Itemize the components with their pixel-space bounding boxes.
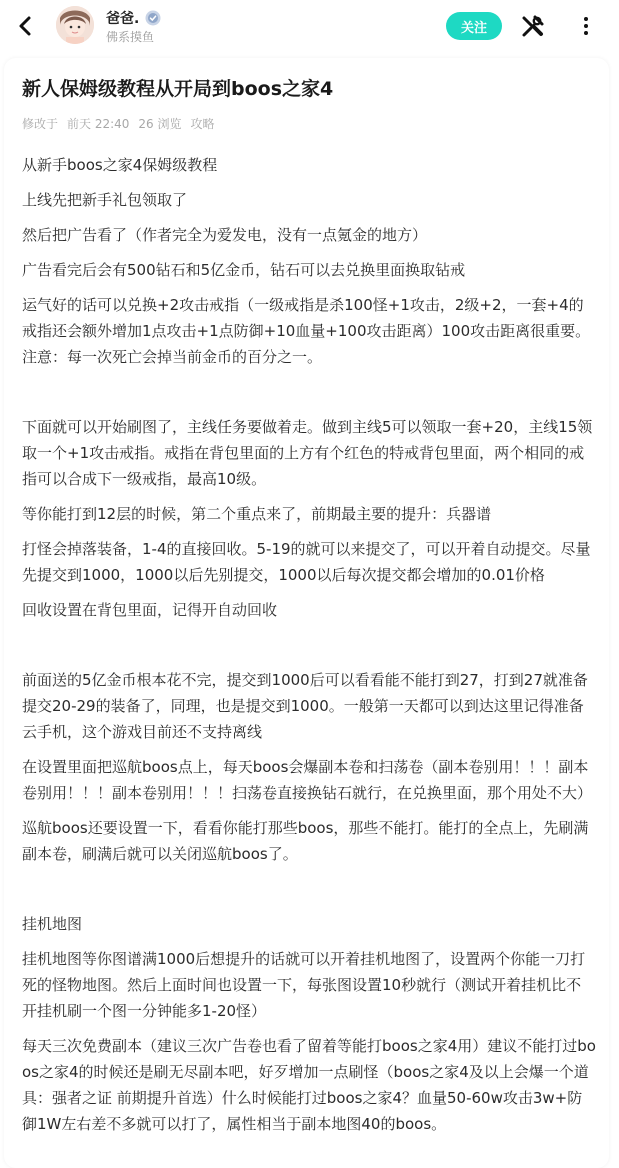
paragraph: 回收设置在背包里面，记得开自动回收 — [22, 601, 278, 619]
paragraph: 运气好的话可以兑换+2攻击戒指（一级戒指是杀100怪+1攻击，2级+2，一套+4的戒指还会额外增加1点攻击+1点防御+10血量+100攻击距离）100攻击距离很重要。注意：每一次死亡会掉当前金币的百分之一。 — [22, 296, 591, 366]
badge-icon — [145, 10, 161, 26]
post-meta — [22, 116, 215, 132]
paragraph: 挂机地图等你图谱满1000后想提升的话就可以开着挂机地图了，设置两个你能一刀打死的怪物地图。然后上面时间也设置一下，每张图设置10秒就行（测试开着挂机比不开挂机刷一个图一分钟能多1-20怪） — [22, 950, 586, 1020]
back-button[interactable] — [12, 12, 40, 40]
paragraph: 上线先把新手礼包领取了 — [22, 191, 188, 209]
more-vertical-icon — [583, 16, 589, 36]
meta-category[interactable]: 攻略 — [190, 117, 215, 131]
meta-views: 26 浏览 — [138, 117, 182, 131]
paragraph: 然后把广告看了（作者完全为爱发电，没有一点氪金的地方） — [22, 226, 428, 244]
paragraph: 下面就可以开始刷图了，主线任务要做着走。做到主线5可以领取一套+20，主线15领取一个+1攻击戒指。戒指在背包里面的上方有个红色的特戒背包里面，两个相同的戒指可以合成下一级戒指，最高10级。 — [22, 418, 593, 488]
user-name-row — [106, 8, 161, 28]
blank-line — [22, 632, 596, 658]
paragraph: 每天三次免费副本（建议三次广告卷也看了留着等能打boos之家4用）建议不能打过boos之家4的时候还是刷无尽副本吧，好歹增加一点刷怪（boos之家4及以上会爆一个道具：强者之证 前期提升首选）什么时候能打过boos之家4？血量50-60w攻击3w+防御1W左右差不多就可以打了，属性相当于副本地图40的boos。 — [22, 1037, 596, 1133]
more-button[interactable] — [574, 12, 598, 40]
avatar[interactable] — [56, 6, 94, 44]
paragraph: 在设置里面把巡航boos点上，每天boos会爆副本卷和扫荡卷（副本卷别用！！！副本卷别用！！！副本卷别用！！！扫荡卷直接换钻石就行，在兑换里面，那个用处不大） — [22, 758, 593, 802]
blank-line — [22, 876, 596, 902]
paragraph: 从新手boos之家4保姆级教程 — [22, 156, 218, 174]
paragraph: 巡航boos还要设置一下，看看你能打那些boos，那些不能打。能打的全点上，先刷满副本卷，刷满后就可以关闭巡航boos了。 — [22, 819, 589, 863]
top-bar — [0, 0, 619, 52]
blank-line — [22, 379, 596, 405]
tools-icon — [521, 14, 545, 38]
user-name[interactable]: 爸爸. — [106, 11, 140, 27]
user-subtitle: 佛系摸鱼 — [106, 30, 155, 44]
follow-button[interactable]: 关注 — [446, 12, 502, 40]
paragraph: 前面送的5亿金币根本花不完，提交到1000后可以看看能不能打到27，打到27就准备提交20-29的装备了，同理，也是提交到1000。一般第一天都可以到达这里记得准备云手机，这个游戏目前还不支持离线 — [22, 671, 588, 741]
post-content — [22, 152, 596, 1146]
avatar-image — [56, 6, 94, 44]
paragraph: 等你能打到12层的时候，第二个重点来了，前期最主要的提升：兵器谱 — [22, 505, 492, 523]
tools-button[interactable] — [519, 12, 547, 40]
paragraph: 打怪会掉落装备，1-4的直接回收。5-19的就可以来提交了，可以开着自动提交。尽量先提交到1000，1000以后先别提交，1000以后每次提交都会增加的0.01价格 — [22, 540, 591, 584]
paragraph: 广告看完后会有500钻石和5亿金币，钻石可以去兑换里面换取钻戒 — [22, 261, 466, 279]
post-title: 新人保姆级教程从开局到boos之家4 — [22, 78, 334, 100]
meta-modified-label: 修改于 — [22, 117, 59, 131]
section-heading: 挂机地图 — [22, 915, 83, 933]
meta-time: 前天 22:40 — [67, 117, 130, 131]
chevron-left-icon — [15, 15, 37, 37]
